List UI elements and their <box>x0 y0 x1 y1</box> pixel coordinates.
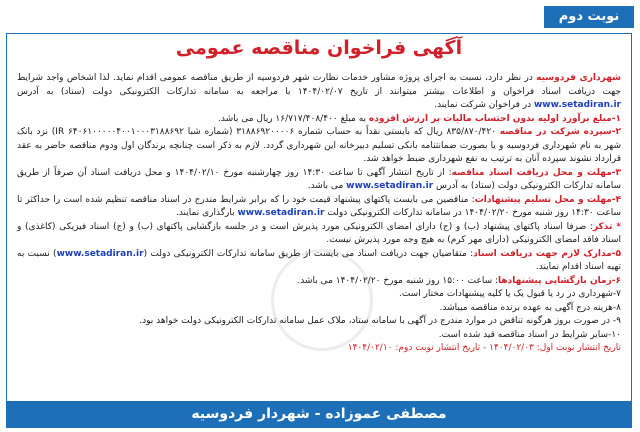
round-label-badge: نوبت دوم <box>544 6 634 28</box>
setad-link[interactable]: www.setadiran.ir <box>346 181 434 191</box>
item-text: : مناقصین می بایست پاکتهای پیشنهاد قیمت خود را که برابر شرایط مندرج در اسناد مناقصه تنظیم شده است را حداکثر تا ساعت ۱۴:۳۰ روز شنبه مورخ ۱۴۰۴/۰۲/۲۰ در سامانه تدارکات الکترونیکی دولت <box>17 194 621 218</box>
item-8 <box>17 302 621 316</box>
item-text: : صرفا اسناد پاکتهای پیشنهاد (ب) و (ج) دارای امضای الکترونیکی مورد پذیرش است و در جلسه بازگشایی پاکتهای (ب) و (ج) اسناد فیزیکی (کاغذی) و اسناد فاقد امضای الکترونیکی (دارای مهر کرم) به هیچ وجه مورد پذیرش نیست. <box>17 221 621 245</box>
item-text: ۷-شهرداری در رد یا قبول یک یا کلیه پیشنهادات مختار است. <box>398 289 621 299</box>
signature-footer: مصطفی عموزاده - شهردار فردوسیه <box>7 401 631 427</box>
item-text: ۹- در صورت بروز هرگونه تناقض در موارد مندرج در آگهی با سامانه ستاد، ملاک عمل سامانه تدارکات الکترونیکی دولت خواهد بود. <box>139 316 621 326</box>
item-5 <box>17 248 621 275</box>
item-text: : از تاریخ انتشار آگهی تا ساعت ۱۴:۳۰ روز چهارشنبه مورخ ۱۴۰۴/۰۲/۱۰ و محل دریافت اسناد آن صرفاً از طریق سامانه تدارکات الکترونیکی دولت (ستاد) به آدرس <box>17 167 621 191</box>
item-tail: ) نسبت به تهیه اسناد اقدام نمایند. <box>17 248 621 272</box>
item-label: ۲-سپرده شرکت در مناقصه <box>499 127 621 137</box>
intro-tail: در فراخوان شرکت نمایند. <box>434 100 534 110</box>
notice-body <box>17 72 621 356</box>
item-4 <box>17 194 621 221</box>
notice-title: آگهی فراخوان مناقصه عمومی <box>175 37 463 59</box>
item-label: ۱-مبلغ برآورد اولیه بدون احتساب مالیات بر ارزش افزوده <box>368 113 621 124</box>
setad-link[interactable]: www.setadiran.ir <box>56 248 144 259</box>
item-10 <box>17 329 621 343</box>
note-item <box>17 221 621 248</box>
item-text: ۸۳۵/۸۷۰/۴۲۰ ریال که بایستی نقداً به حساب شماره ۳۱۸۸۶۹۲۰۰۰۰۶ (شماره شبا IR ۶۴۰۶۱۰۰۰۰۰۴۰۰۱۰۰۰۳۱۸۸۶۹۲) نزد بانک شهر به نام شهرداری فردوسیه و یا بصورت ضمانتنامه بانکی تسلیم دبیرخانه این شهرداری گردد. لازم به ذکر است چنانچه برندگان اول ودوم مناقصه حاضر به عقد قرارداد نشوند سپرده آنان به ترتیب به نفع شهرداری ضبط خواهد شد. <box>17 127 621 164</box>
intro-text: در نظر دارد، نسبت به اجرای پروژه مشاور خدمات نظارت شهر فردوسیه از طریق مناقصه عمومی اقدام نماید. لذا اشخاص واجد شرایط جهت دریافت اسناد فراخوان و اطلاعات بیشتر میتوانند از تاریخ ۱۴۰۴/۰۲/۰۷ با مراجعه به سامانه تدارکات الکترونیکی دولت (ستاد) به آدرس <box>17 73 621 97</box>
setad-link[interactable]: www.setadiran.ir <box>533 100 621 110</box>
tender-notice-frame <box>6 33 632 428</box>
intro-paragraph <box>17 72 621 113</box>
item-3 <box>17 167 621 194</box>
item-label: ۳-مهلت و محل دریافت اسناد مناقصه <box>451 167 621 178</box>
item-label: ۵-مدارک لازم جهت دریافت اسناد <box>473 248 621 259</box>
setad-link[interactable]: www.setadiran.ir <box>237 208 325 218</box>
item-7 <box>17 288 621 302</box>
item-text: ۸-هزینه درج آگهی به عهده برنده مناقصه میباشد. <box>439 302 621 313</box>
item-label: ۴-مهلت و محل تسلیم پیشنهادات <box>474 194 621 205</box>
item-6 <box>17 275 621 289</box>
item-tail: بارگذاری نمایند. <box>175 208 238 218</box>
item-text: ۱۰-سایر شرایط در اسناد مناقصه قید شده است. <box>438 329 621 340</box>
item-text: به مبلغ ۱۶/۷۱۷/۴۰۸/۴۰۰ ریال می باشد. <box>218 113 369 124</box>
item-text: : ساعت ۱۵:۰۰ روز شنبه مورخ ۱۴۰۴/۰۲/۲۰ می باشد. <box>297 275 499 286</box>
item-label: * تذکر <box>592 221 621 232</box>
org-name: شهرداری فردوسیه <box>536 73 621 83</box>
item-tail: می باشد. <box>307 181 347 191</box>
item-2 <box>17 126 621 167</box>
item-label: ۶-زمان بازگشایی پیشنهادها <box>498 275 621 286</box>
item-text: : متقاضیان جهت دریافت اسناد می بایست از طریق سامانه تدارکات الکترونیکی دولت ( <box>143 248 474 259</box>
item-1 <box>17 113 621 127</box>
publication-dates: تاریخ انتشار نوبت اول: ۱۴۰۴/۰۲/۰۳ - تاریخ انتشار نوبت دوم: ۱۴۰۴/۰۲/۱۰ <box>347 343 621 353</box>
item-9 <box>17 315 621 329</box>
